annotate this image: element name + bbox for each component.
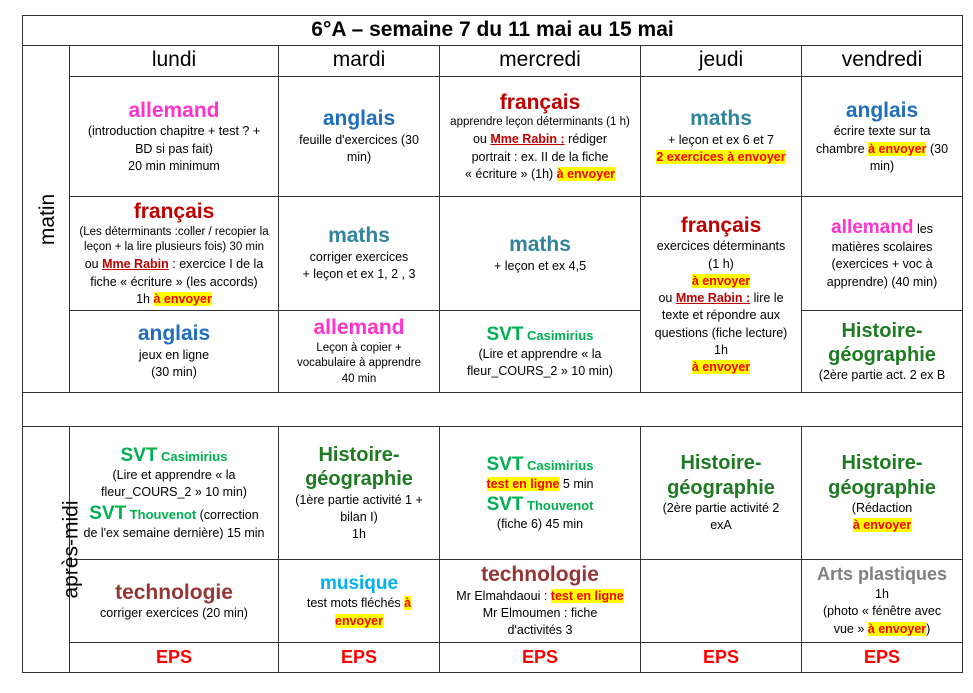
task-text: (fiche 6) 45 min <box>496 517 584 532</box>
task-text: min) <box>869 158 895 173</box>
cell-vendredi-morning-3 <box>802 311 963 393</box>
task-text: : exercice I de la <box>168 257 264 272</box>
subject-label: Histoire- <box>841 319 923 342</box>
cell-lundi-afternoon-2 <box>70 560 279 643</box>
task-text: Mr Elmoumen : fiche <box>482 606 598 621</box>
task-text: « écriture » (1h) <box>464 166 554 181</box>
task-text: d'activités 3 <box>507 623 573 638</box>
send-badge: à envoyer <box>153 291 212 306</box>
task-text: rédiger <box>564 132 608 147</box>
subject-label: maths <box>509 233 571 257</box>
subject-label: maths <box>690 107 752 131</box>
teacher-name: Mme Rabin : <box>490 132 565 147</box>
eps-lundi: EPS <box>70 643 279 673</box>
day-header-jeudi: jeudi <box>641 45 802 76</box>
subject-label: français <box>133 199 215 223</box>
task-text: (Lire et apprendre « la <box>478 346 602 361</box>
subject-label: SVT <box>486 453 524 475</box>
task-text: corriger exercices <box>309 250 409 265</box>
task-text: corriger exercices (20 min) <box>100 606 248 621</box>
task-text: 40 min <box>341 373 377 386</box>
cell-vendredi-afternoon-2 <box>802 560 963 643</box>
teacher-name: Thouvenot <box>129 506 197 522</box>
subject-label: SVT <box>486 494 524 516</box>
teacher-name: Casimirius <box>526 457 594 473</box>
or-text: ou <box>658 291 673 306</box>
subject-label: allemand <box>831 217 914 239</box>
cell-jeudi-afternoon-1 <box>641 427 802 560</box>
cell-vendredi-morning-2 <box>802 196 963 310</box>
task-text: + leçon et ex 4,5 <box>493 258 587 273</box>
task-text: texte et répondre aux <box>661 308 781 323</box>
subject-label: géographie <box>828 343 936 366</box>
or-text: ou <box>472 132 487 147</box>
subject-label: allemand <box>313 315 405 339</box>
task-text: (Rédaction <box>851 501 913 516</box>
subject-label: SVT <box>120 445 158 466</box>
task-text: matières scolaires <box>831 240 933 255</box>
section-label-afternoon: après-midi <box>23 427 70 673</box>
task-text: (30 min) <box>151 365 197 380</box>
task-text: 1h <box>714 342 728 357</box>
day-header-mercredi: mercredi <box>440 45 641 76</box>
teacher-name: Thouvenot <box>527 498 594 514</box>
subject-label: français <box>680 213 762 237</box>
subject-label: anglais <box>137 322 211 346</box>
send-badge: envoyer <box>335 613 383 628</box>
cell-mercredi-afternoon-2 <box>440 560 641 643</box>
cell-lundi-morning-1 <box>70 76 279 196</box>
task-text: les <box>913 222 933 237</box>
task-text: feuille d'exercices (30 <box>299 133 419 148</box>
task-text: leçon + la lire plusieurs fois) 30 min <box>84 241 264 254</box>
subject-label: SVT <box>89 502 127 524</box>
eps-mercredi: EPS <box>440 643 641 673</box>
task-text: (2ère partie activité 2 <box>662 501 780 516</box>
page-title: 6°A – semaine 7 du 11 mai au 15 mai <box>23 16 963 46</box>
eps-mardi: EPS <box>279 643 440 673</box>
task-text: 20 min minimum <box>128 158 220 173</box>
subject-label: géographie <box>828 476 936 499</box>
teacher-name: Casimirius <box>160 449 228 464</box>
break-row <box>23 393 963 427</box>
cell-mardi-morning-2 <box>279 196 440 310</box>
online-test-badge: test en ligne <box>550 588 624 603</box>
subject-label: musique <box>319 573 399 595</box>
task-text: (1 h) <box>708 256 734 271</box>
subject-label: géographie <box>305 468 413 491</box>
task-text: (2ère partie act. 2 ex B <box>818 368 946 383</box>
cell-jeudi-morning-2 <box>641 196 802 392</box>
task-text: (Lire et apprendre « la <box>112 468 236 483</box>
cell-mercredi-morning-2 <box>440 196 641 310</box>
task-text: apprendre) (40 min) <box>826 274 938 289</box>
task-text: exercices déterminants <box>656 239 786 254</box>
subject-label: maths <box>328 224 390 248</box>
eps-jeudi: EPS <box>641 643 802 673</box>
task-text: Mr Elmahdaoui : <box>456 588 548 603</box>
eps-vendredi: EPS <box>802 643 963 673</box>
subject-label: anglais <box>845 98 919 122</box>
subject-label: SVT <box>486 323 524 345</box>
task-text: fiche « écriture » (les accords) <box>90 274 258 289</box>
task-text: (photo « fénêtre avec <box>822 604 942 619</box>
cell-jeudi-afternoon-2 <box>641 560 802 643</box>
cell-lundi-morning-2 <box>70 196 279 310</box>
teacher-name: Mme Rabin <box>102 257 169 272</box>
day-header-lundi: lundi <box>70 45 279 76</box>
task-text: lire le <box>750 291 784 306</box>
task-text: 5 min <box>559 476 594 491</box>
task-text: bilan I) <box>340 509 378 524</box>
subject-label: allemand <box>128 98 220 122</box>
task-text: chambre <box>815 141 865 156</box>
subject-label: Arts plastiques <box>816 564 948 585</box>
subject-label: Histoire- <box>318 443 400 466</box>
task-text: 1h <box>136 291 151 306</box>
cell-mercredi-morning-3 <box>440 311 641 393</box>
task-text: min) <box>346 150 372 165</box>
send-badge: 2 exercices à envoyer <box>656 150 786 165</box>
task-text: + leçon et ex 6 et 7 <box>668 133 774 148</box>
task-text: (1ère partie activité 1 + <box>295 492 423 507</box>
subject-label: Histoire- <box>680 452 762 475</box>
cell-mardi-morning-1 <box>279 76 440 196</box>
task-text: (correction <box>196 507 259 522</box>
timetable-sheet <box>22 15 962 677</box>
or-text: ou <box>84 257 99 272</box>
subject-label: technologie <box>481 563 599 587</box>
cell-vendredi-morning-1 <box>802 76 963 196</box>
online-test-badge: test en ligne <box>486 476 560 491</box>
cell-jeudi-morning-1 <box>641 76 802 196</box>
task-text: portrait : ex. II de la fiche <box>471 149 609 164</box>
task-text: écrire texte sur ta <box>833 124 931 139</box>
subject-label: anglais <box>322 107 396 131</box>
subject-label: français <box>499 90 581 114</box>
cell-mardi-afternoon-2 <box>279 560 440 643</box>
task-text: 1h <box>352 527 366 542</box>
weekly-timetable <box>22 15 963 673</box>
task-text: test mots fléchés <box>306 596 401 611</box>
task-text: exA <box>710 518 732 533</box>
send-badge: à envoyer <box>867 621 927 636</box>
teacher-name: Casimirius <box>526 327 594 343</box>
send-badge: à envoyer <box>852 518 912 533</box>
subject-label: Histoire- <box>841 452 923 475</box>
task-text: (introduction chapitre + test ? + <box>87 124 261 139</box>
send-badge: à envoyer <box>868 141 927 156</box>
task-text: jeux en ligne <box>138 348 210 363</box>
task-text: Leçon à copier + <box>316 341 402 354</box>
day-header-vendredi: vendredi <box>802 45 963 76</box>
task-text: (exercices + voc à <box>831 257 933 272</box>
cell-vendredi-afternoon-1 <box>802 427 963 560</box>
cell-lundi-morning-3 <box>70 311 279 393</box>
send-badge: à envoyer <box>691 273 751 288</box>
task-text: questions (fiche lecture) <box>654 325 788 340</box>
section-label-morning: matin <box>23 45 70 392</box>
task-text: ) <box>926 621 931 636</box>
send-badge: à envoyer <box>691 360 751 375</box>
teacher-name: Mme Rabin : <box>675 291 751 306</box>
task-text: de l'ex semaine dernière) 15 min <box>83 525 265 540</box>
cell-mardi-morning-3 <box>279 311 440 393</box>
task-text: BD si pas fait) <box>135 141 213 156</box>
task-text: vocabulaire à apprendre <box>296 357 422 370</box>
cell-mercredi-afternoon-1 <box>440 427 641 560</box>
cell-mercredi-morning-1 <box>440 76 641 196</box>
subject-label: géographie <box>667 476 775 499</box>
task-text: 1h <box>875 587 889 602</box>
task-text: (Les déterminants :coller / recopier la <box>79 225 269 238</box>
task-text: fleur_COURS_2 » 10 min) <box>101 485 247 500</box>
task-text: (30 <box>926 141 949 156</box>
send-badge: à envoyer <box>556 166 616 181</box>
send-badge: à <box>404 596 412 611</box>
subject-label: technologie <box>115 580 233 604</box>
task-text: fleur_COURS_2 » 10 min) <box>467 364 613 379</box>
cell-lundi-afternoon-1 <box>70 427 279 560</box>
cell-mardi-afternoon-1 <box>279 427 440 560</box>
task-text: + leçon et ex 1, 2 , 3 <box>302 267 416 282</box>
task-text: vue » <box>833 621 865 636</box>
day-header-mardi: mardi <box>279 45 440 76</box>
task-text: apprendre leçon déterminants (1 h) <box>450 116 630 129</box>
